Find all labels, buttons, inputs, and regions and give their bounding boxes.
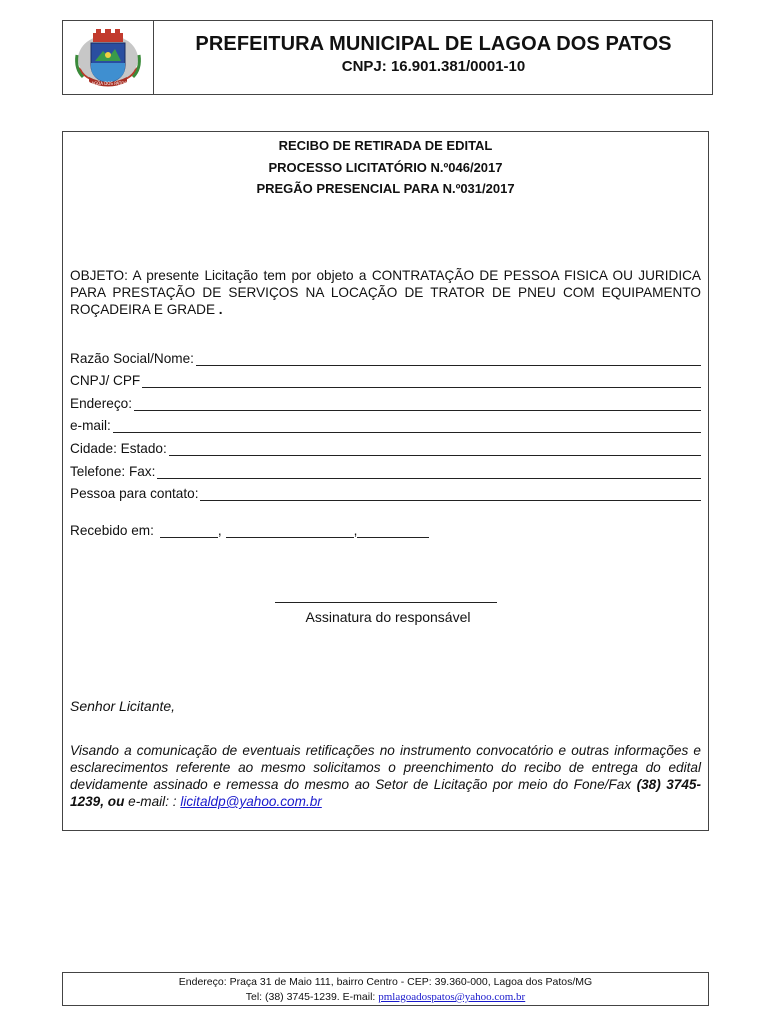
footer-email-link[interactable]: pmlagoadospatos@yahoo.com.br xyxy=(378,991,526,1003)
coat-of-arms-icon xyxy=(69,25,147,91)
footer-tel: Tel: (38) 3745-1239. E-mail: xyxy=(245,991,379,1003)
day-blank[interactable] xyxy=(160,524,218,538)
month-blank[interactable] xyxy=(226,524,354,538)
fill-line[interactable] xyxy=(200,487,701,501)
greeting: Senhor Licitante, xyxy=(70,698,176,714)
footer-contact xyxy=(63,990,708,1005)
received-label: Recebido em: xyxy=(70,523,154,538)
signature-label: Assinatura do responsável xyxy=(305,609,471,625)
received-date-line xyxy=(70,523,429,538)
fill-line[interactable] xyxy=(113,419,701,433)
letterhead xyxy=(62,20,713,95)
notice-text: Visando a comunicação de eventuais retificações no instrumento convocatório e outras informações e esclarecimentos referente ao mesmo solicitamos o preenchimento do recibo de entrega do edital devidamente assinado e remessa do mesmo ao Setor de Licitação por meio do Fone/Fax xyxy=(70,743,701,792)
field-label: Telefone: Fax: xyxy=(70,463,156,479)
field-contact-person[interactable] xyxy=(70,479,701,502)
municipality-cnpj: CNPJ: 16.901.381/0001-10 xyxy=(341,58,526,75)
notice-paragraph xyxy=(70,742,701,810)
fill-line[interactable] xyxy=(196,352,701,366)
objeto-text: OBJETO: A presente Licitação tem por objeto a CONTRATAÇÃO DE PESSOA FISICA OU JURIDICA PARA PRESTAÇÃO DE SERVIÇOS NA LOCAÇÃO DE TRATOR DE PNEU COM EQUIPAMENTO ROÇADEIRA E GRADE xyxy=(70,268,701,317)
field-cnpj-cpf[interactable] xyxy=(70,366,701,389)
field-company-name[interactable] xyxy=(70,343,701,366)
field-label: e-mail: xyxy=(70,418,111,434)
fill-line[interactable] xyxy=(157,465,701,479)
field-city-state[interactable] xyxy=(70,433,701,456)
municipality-title: PREFEITURA MUNICIPAL DE LAGOA DOS PATOS xyxy=(195,33,672,55)
field-phone-fax[interactable] xyxy=(70,456,701,479)
fill-line[interactable] xyxy=(142,374,701,388)
footer-address: Endereço: Praça 31 de Maio 111, bairro Centro - CEP: 39.360-000, Lagoa dos Patos/MG xyxy=(178,976,593,988)
receipt-form xyxy=(62,131,709,831)
field-label: Endereço: xyxy=(70,395,132,411)
form-fields xyxy=(70,343,701,501)
auction-number: PREGÃO PRESENCIAL PARA N.º031/2017 xyxy=(256,181,515,196)
field-label: Pessoa para contato: xyxy=(70,486,199,502)
year-blank[interactable] xyxy=(357,524,429,538)
separator: , xyxy=(217,523,222,538)
svg-text:LAGOA DOS PATOS: LAGOA DOS PATOS xyxy=(89,81,127,86)
logo-cell xyxy=(63,21,154,94)
field-address[interactable] xyxy=(70,388,701,411)
field-label: Cidade: Estado: xyxy=(70,440,167,456)
field-label: CNPJ/ CPF xyxy=(70,373,141,389)
page-footer xyxy=(62,972,709,1006)
objeto-end: . xyxy=(215,302,223,317)
signature-line[interactable] xyxy=(275,602,497,603)
field-label: Razão Social/Nome: xyxy=(70,350,194,366)
notice-email-link[interactable]: licitaldp@yahoo.com.br xyxy=(180,794,322,809)
separator: , xyxy=(353,523,358,538)
fill-line[interactable] xyxy=(134,397,701,411)
field-email[interactable] xyxy=(70,411,701,434)
process-number: PROCESSO LICITATÓRIO N.º046/2017 xyxy=(268,159,503,175)
objeto-paragraph xyxy=(70,267,701,318)
receipt-titles xyxy=(63,135,708,200)
notice-email-label: e-mail: : xyxy=(124,794,181,809)
fill-line[interactable] xyxy=(169,442,701,456)
notice-phone: (38) 3745-1239, ou xyxy=(70,777,701,809)
receipt-title: RECIBO DE RETIRADA DE EDITAL xyxy=(278,138,493,153)
